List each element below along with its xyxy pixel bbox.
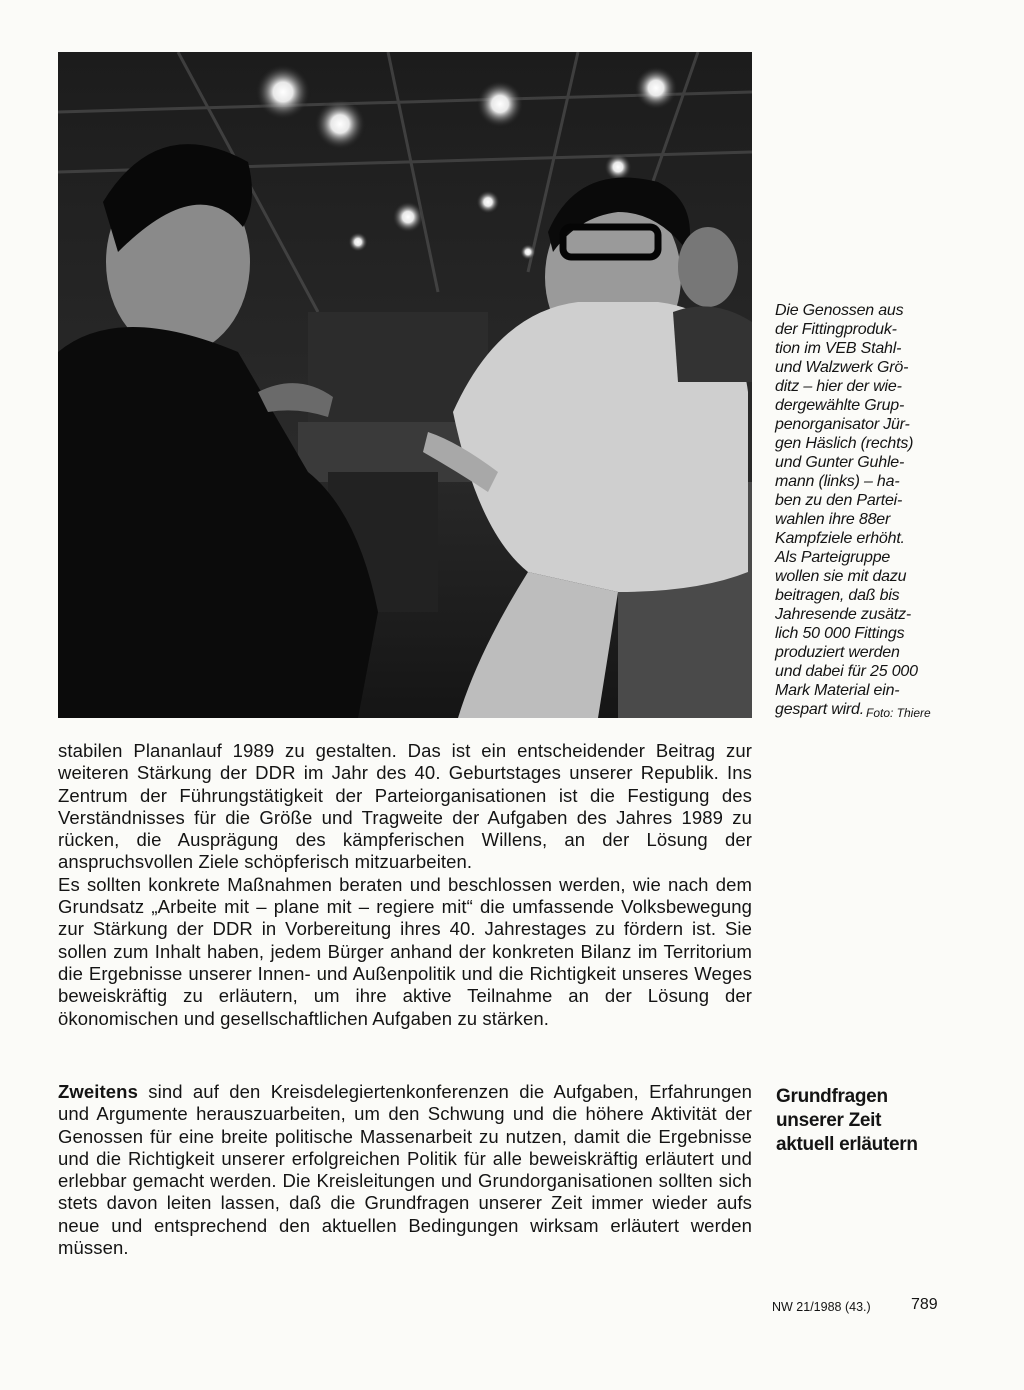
caption-line: tion im VEB Stahl-	[775, 340, 902, 357]
caption-line: Die Genossen aus	[775, 302, 904, 319]
caption-line: Kampfziele erhöht.	[775, 530, 905, 547]
caption-line: mann (links) – ha-	[775, 473, 900, 490]
caption-line: gespart wird.	[775, 701, 864, 718]
article-text-upper	[58, 740, 752, 1030]
caption-line: ben zu den Partei-	[775, 492, 903, 509]
marginal-heading-line: Grundfragen	[776, 1086, 888, 1107]
caption-line: lich 50 000 Fittings	[775, 625, 905, 642]
caption-line: ditz – hier der wie-	[775, 378, 902, 395]
paragraph-1: stabilen Plananlauf 1989 zu gestalten. Das ist ein entscheidender Beitrag zur weiteren Stärkung der DDR im Jahr des 40. Geburtstages unserer Republik. Ins Zentrum der Führungstätigkeit der Parteiorganisationen ist die Festigung des Verständnisses für die Größe und Tragweite der Aufgaben des Jahres 1989 zu rücken, die Ausprägung des kämpferischen Willens, an der Lösung der anspruchsvollen Ziele schöpferisch mitzuarbeiten.	[58, 740, 752, 873]
caption-line: und Gunter Guhle-	[775, 454, 905, 471]
page-number: 789	[911, 1296, 938, 1313]
caption-line: wollen sie mit dazu	[775, 568, 907, 585]
paragraph-3-lead: Zweitens	[58, 1081, 138, 1102]
caption-line: beitragen, daß bis	[775, 587, 900, 604]
caption-line: Mark Material ein-	[775, 682, 900, 699]
article-text-lower	[58, 1081, 752, 1259]
caption-line: dergewählte Grup-	[775, 397, 905, 414]
paragraph-3	[58, 1081, 752, 1259]
marginal-heading-line: unserer Zeit	[776, 1110, 882, 1131]
caption-line: und Walzwerk Grö-	[775, 359, 909, 376]
caption-line: Als Parteigruppe	[775, 549, 891, 566]
caption-line: und dabei für 25 000	[775, 663, 918, 680]
caption-line: penorganisator Jür-	[775, 416, 910, 433]
marginal-heading-line: aktuell erläutern	[776, 1134, 918, 1155]
photo-credit: Foto: Thiere	[866, 706, 931, 720]
photo-caption	[775, 301, 950, 719]
factory-photo	[58, 52, 752, 718]
caption-line: Jahresende zusätz-	[775, 606, 912, 623]
marginal-heading	[776, 1085, 956, 1157]
paragraph-2: Es sollten konkrete Maßnahmen beraten und beschlossen werden, wie nach dem Grundsatz „Arbeite mit – plane mit – regiere mit“ die umfassende Volksbewegung zur Stärkung der DDR in Vorbereitung ihres 40. Jahrestages zu fördern ist. Sie sollen zum Inhalt haben, jedem Bürger anhand der konkreten Bilanz im Territorium die Ergebnisse unserer Innen- und Außenpolitik und die Richtigkeit unseres Weges beweiskräftig zu erläutern, um ihre aktive Teilnahme an der Lösung der ökonomischen und gesellschaftlichen Aufgaben zu stärken.	[58, 873, 752, 1029]
factory-photo-image	[58, 52, 752, 718]
issue-reference: NW 21/1988 (43.)	[772, 1300, 871, 1314]
caption-line: produziert werden	[775, 644, 900, 661]
paragraph-3-text: sind auf den Kreisdelegiertenkonferenzen die Aufgaben, Erfahrungen und Argumente herauszuarbeiten, um den Schwung und die höhere Aktivität der Genossen für eine breite politische Massenarbeit zu nutzen, damit die Ergebnisse und die Richtigkeit unserer erfolgreichen Politik für alle beweiskräftig erläutert und erlebbar gemacht werden. Die Kreisleitungen und Grundorganisationen sollten sich stets davon leiten lassen, daß die Grundfragen unserer Zeit immer wieder aufs neue und entsprechend den aktuellen Bedingungen wirksam erläutert werden müssen.	[58, 1081, 752, 1259]
caption-line: wahlen ihre 88er	[775, 511, 891, 528]
caption-line: gen Häslich (rechts)	[775, 435, 914, 452]
caption-line: der Fittingproduk-	[775, 321, 897, 338]
